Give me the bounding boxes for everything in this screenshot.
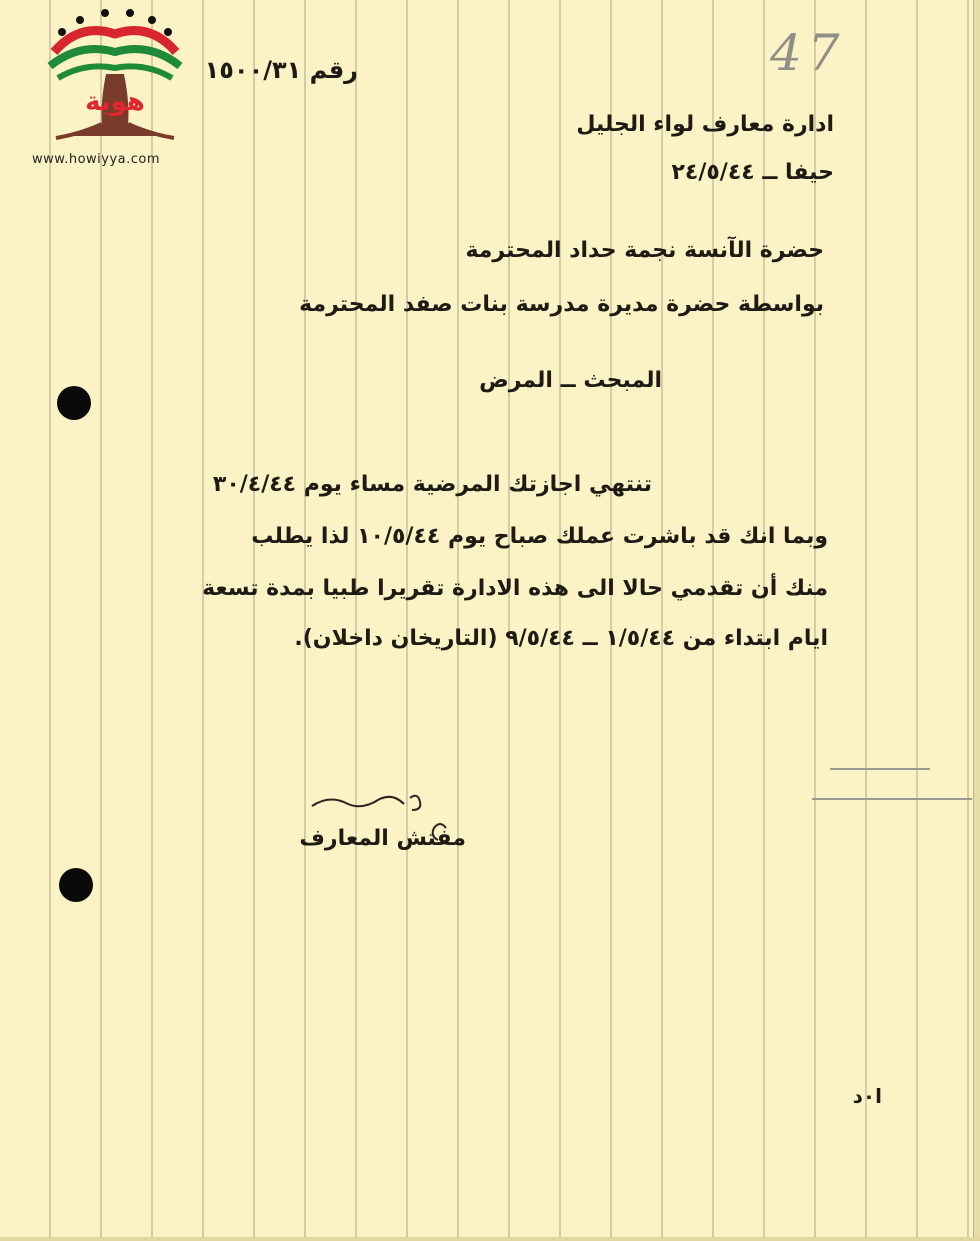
- subject: المبحث ــ المرض: [479, 368, 662, 393]
- reference-number: رقم ١٥٠٠/٣١: [204, 56, 358, 84]
- body-line-1: تنتهي اجازتك المرضية مساء يوم ٣٠/٤/٤٤: [212, 472, 652, 497]
- tree-logo-icon: [40, 4, 190, 176]
- body-line-3: منك أن تقدمي حالا الى هذه الادارة تقريرا طبيا بمدة تسعة: [202, 576, 828, 601]
- scan-mark: [812, 798, 972, 800]
- logo-wordmark: هوية: [85, 87, 145, 117]
- body-line-4: ايام ابتداء من ١/٥/٤٤ ــ ٩/٥/٤٤ (التاريخان داخلان).: [294, 626, 828, 651]
- logo-url: www.howiyya.com: [32, 152, 161, 167]
- page-edge-bottom: [0, 1237, 980, 1241]
- punch-hole-top: [57, 386, 91, 420]
- page-edge-right: [973, 0, 980, 1241]
- signature-title: مفتش المعارف: [299, 826, 466, 851]
- scan-mark: [830, 768, 930, 770]
- punch-hole-bottom: [59, 868, 93, 902]
- body-line-2: وبما انك قد باشرت عملك صباح يوم ١٠/٥/٤٤ لذا يطلب: [251, 524, 828, 549]
- office-heading: ادارة معارف لواء الجليل: [576, 112, 834, 137]
- recipient: حضرة الآنسة نجمة حداد المحترمة: [465, 238, 824, 263]
- initials: ا٠د: [852, 1084, 882, 1108]
- place-date: حيفا ــ ٢٤/٥/٤٤: [671, 160, 834, 185]
- via-line: بواسطة حضرة مديرة مدرسة بنات صفد المحترمة: [299, 292, 824, 317]
- folio-number: 47: [770, 24, 846, 82]
